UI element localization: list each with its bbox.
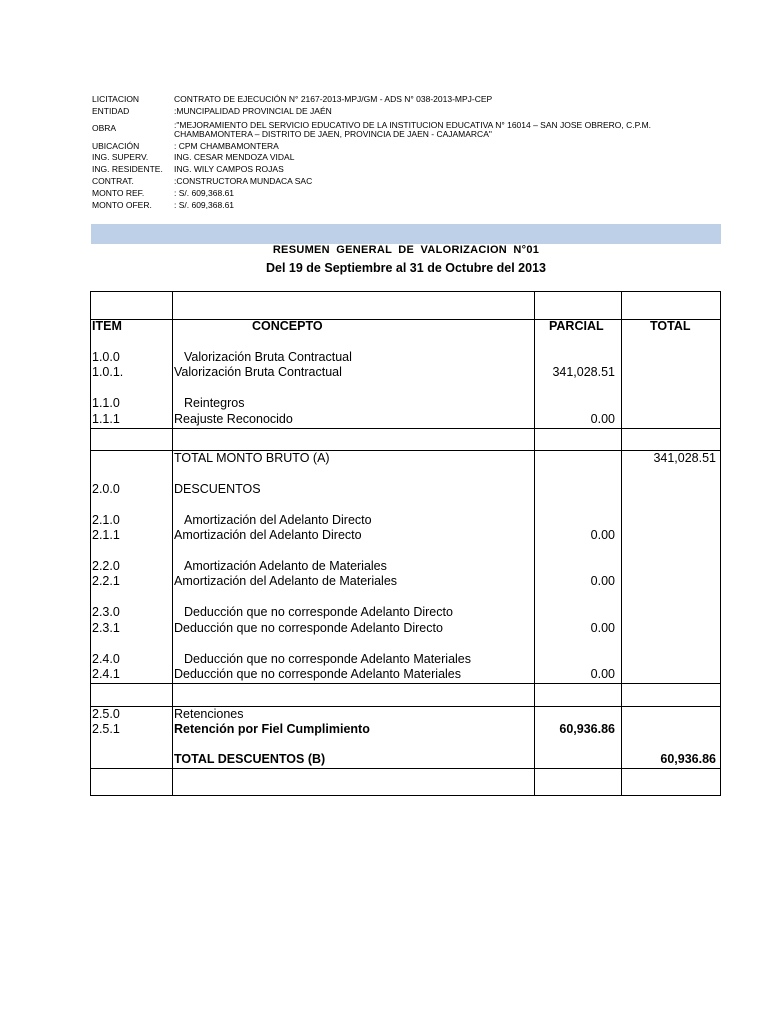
header-value: : S/. 609,368.61	[174, 187, 235, 198]
row-item-code: 2.5.0	[92, 707, 120, 721]
column-divider	[172, 292, 173, 795]
column-header-concepto: CONCEPTO	[252, 319, 323, 333]
column-divider	[534, 292, 535, 795]
row-concept: Amortización del Adelanto Directo	[184, 513, 372, 527]
row-concept: Deducción que no corresponde Adelanto Directo	[184, 605, 453, 619]
header-label: ING. RESIDENTE.	[92, 164, 163, 175]
row-concept: DESCUENTOS	[174, 482, 261, 496]
row-item-code: 2.4.1	[92, 667, 120, 681]
total-bruto-value: 341,028.51	[653, 451, 716, 465]
header-label: MONTO OFER.	[92, 199, 152, 210]
row-concept: Deducción que no corresponde Adelanto Materiales	[184, 652, 471, 666]
row-divider	[91, 428, 720, 429]
column-header-total: TOTAL	[650, 319, 691, 333]
row-item-code: 1.1.0	[92, 396, 120, 410]
header-row-residente	[92, 164, 714, 176]
header-label: MONTO REF.	[92, 187, 145, 198]
header-label: LICITACION	[92, 94, 140, 104]
row-concept: Amortización del Adelanto Directo	[174, 528, 362, 542]
row-item-code: 2.0.0	[92, 482, 120, 496]
total-descuentos-value: 60,936.86	[660, 752, 716, 766]
total-descuentos-label: TOTAL DESCUENTOS (B)	[174, 752, 326, 766]
row-item-code: 2.2.0	[92, 559, 120, 573]
header-row-entidad	[92, 106, 714, 118]
column-header-item: ITEM	[92, 319, 122, 333]
header-label: UBICACIÓN	[92, 140, 140, 151]
row-divider	[91, 683, 720, 684]
row-concept: Reintegros	[184, 396, 245, 410]
row-concept: Amortización del Adelanto de Materiales	[174, 574, 398, 588]
row-parcial: 341,028.51	[552, 365, 615, 379]
header-value: CONTRATO DE EJECUCIÓN N° 2167-2013-MPJ/GM - ADS N° 038-2013-MPJ-CEP	[174, 94, 493, 104]
row-parcial: 0.00	[590, 574, 615, 588]
header-label: CONTRAT.	[92, 175, 134, 186]
row-item-code: 2.3.1	[92, 621, 120, 635]
row-parcial: 0.00	[590, 528, 615, 542]
row-item-code: 2.1.0	[92, 513, 120, 527]
row-concept: Valorización Bruta Contractual	[184, 350, 352, 364]
header-row-obra	[92, 118, 714, 141]
header-value: :"MEJORAMIENTO DEL SERVICIO EDUCATIVO DE LA INSTITUCION EDUCATIVA N° 16014 – SAN JOSE OBRERO, C.P.M. CHAMBAMONTERA – DISTRITO DE JAEN, PROVINCIA DE JAEN - CAJAMARCA"	[174, 119, 652, 139]
header-info	[92, 94, 714, 211]
row-concept: Deducción que no corresponde Adelanto Directo	[174, 621, 443, 635]
header-value: ING. WILY CAMPOS ROJAS	[174, 164, 284, 175]
row-concept: Retención por Fiel Cumplimiento	[174, 722, 370, 736]
row-parcial: 0.00	[590, 621, 615, 635]
row-item-code: 1.1.1	[92, 412, 120, 426]
report-title: RESUMEN GENERAL DE VALORIZACION N°01	[272, 244, 540, 256]
section-band	[91, 224, 721, 244]
column-header-parcial: PARCIAL	[549, 319, 604, 333]
row-item-code: 1.0.1.	[92, 365, 124, 379]
row-item-code: 2.1.1	[92, 528, 120, 542]
header-row-ubicacion	[92, 141, 714, 153]
row-item-code: 2.5.1	[92, 722, 120, 736]
header-value: :CONSTRUCTORA MUNDACA SAC	[174, 175, 313, 186]
column-divider	[621, 292, 622, 795]
report-period: Del 19 de Septiembre al 31 de Octubre del 2013	[266, 261, 546, 275]
total-bruto-label: TOTAL MONTO BRUTO (A)	[174, 451, 330, 465]
header-value: : CPM CHAMBAMONTERA	[174, 140, 279, 151]
header-row-contratista	[92, 176, 714, 188]
row-concept: Reajuste Reconocido	[174, 412, 293, 426]
header-value: ING. CESAR MENDOZA VIDAL	[174, 152, 295, 163]
row-divider	[91, 319, 720, 320]
header-label: ING. SUPERV.	[92, 152, 149, 163]
header-row-supervisor	[92, 152, 714, 164]
header-label: OBRA	[92, 122, 117, 133]
row-concept: Deducción que no corresponde Adelanto Materiales	[174, 667, 461, 681]
row-parcial: 0.00	[590, 412, 615, 426]
row-concept: Amortización Adelanto de Materiales	[184, 559, 387, 573]
row-concept: Valorización Bruta Contractual	[174, 365, 342, 379]
header-row-monto-ref	[92, 188, 714, 200]
header-value: : S/. 609,368.61	[174, 199, 235, 210]
row-parcial: 0.00	[590, 667, 615, 681]
row-item-code: 1.0.0	[92, 350, 120, 364]
row-parcial: 60,936.86	[559, 722, 615, 736]
row-item-code: 2.4.0	[92, 652, 120, 666]
row-concept: Retenciones	[174, 707, 244, 721]
header-row-licitacion	[92, 94, 714, 106]
header-value: :MUNCIPALIDAD PROVINCIAL DE JAÉN	[174, 105, 332, 116]
header-row-monto-ofer	[92, 200, 714, 212]
row-item-code: 2.3.0	[92, 605, 120, 619]
header-label: ENTIDAD	[92, 105, 130, 116]
row-divider	[91, 768, 720, 769]
valuation-table	[90, 291, 721, 796]
row-item-code: 2.2.1	[92, 574, 120, 588]
